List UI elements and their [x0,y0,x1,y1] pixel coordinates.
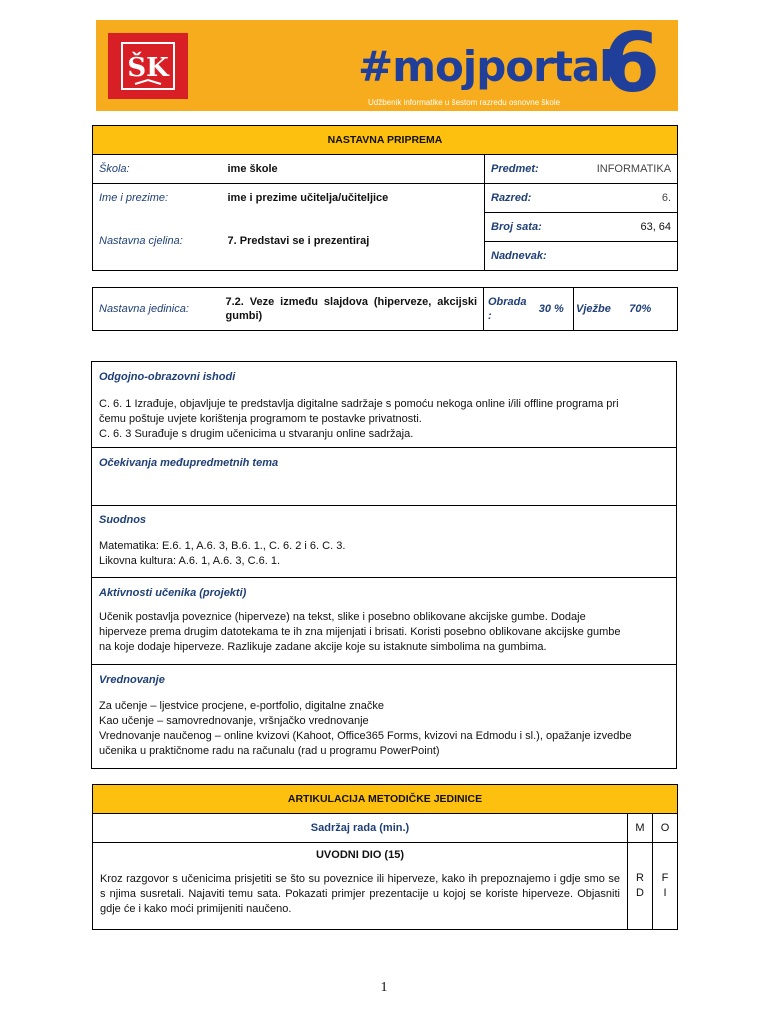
school-label: Škola: [93,155,222,184]
col-m-header: M [628,814,653,843]
intro-o-line-1: F [661,872,669,884]
lesson-value: 7.2. Veze između slajdova (hiperveze, akcijski gumbi) [220,288,484,331]
logo-text: ŠK [127,53,169,83]
brand-subtitle: Udžbenik informatike u šestom razredu osnovne škole [368,98,561,107]
grade-label: Razred: [485,184,574,213]
aktivnosti-title: Aktivnosti učenika (projekti) [99,587,247,599]
section-vrednovanje [91,665,677,769]
school-value: ime škole [222,155,485,184]
lesson-table [92,287,678,331]
brand-number: 6 [602,16,660,111]
lesson-number-value: 63, 64 [574,213,678,242]
subject-value: INFORMATIKA [574,155,678,184]
suodnos-line-2: Likovna kultura: A.6. 1, A.6. 3, C.6. 1. [99,555,280,567]
info-title: NASTAVNA PRIPREMA [93,126,678,155]
unit-value: 7. Predstavi se i prezentiraj [222,213,485,271]
teacher-value: ime i prezime učitelja/učiteljice [222,184,485,213]
lesson-label: Nastavna jedinica: [93,288,220,331]
vjezba-label: Vježbe [574,288,604,331]
vrednovanje-line-2: Kao učenje – samovrednovanje, vršnjačko vrednovanje [99,715,369,727]
info-table [92,125,678,271]
sk-logo-icon [121,42,175,90]
articulation-table [92,784,678,930]
publisher-logo [108,33,188,99]
aktivnosti-line-3: na koje dodaje hiperveze. Razlikuje zadane akcije koje su istaknute simbolima na gumbima. [99,641,547,653]
suodnos-title: Suodnos [99,514,147,526]
intro-m-cell [628,843,653,930]
articulation-title: ARTIKULACIJA METODIČKE JEDINICE [93,785,678,814]
section-ocekivanja [91,448,677,506]
vrednovanje-line-1: Za učenje – ljestvice procjene, e-portfolio, digitalne značke [99,700,384,712]
section-ishodi [91,361,677,448]
unit-label: Nastavna cjelina: [93,213,222,271]
section-aktivnosti [91,578,677,665]
date-label: Nadnevak: [485,242,678,271]
intro-m-line-1: R [636,872,644,884]
ocekivanja-title: Očekivanja međupredmetnih tema [99,457,279,469]
ishodi-line-1: C. 6. 1 Izrađuje, objavljuje te predstavlja digitalne sadržaje s pomoću nekoga online i/ili offline programa pri [99,398,619,410]
vjezba-value: 70% [604,288,678,331]
aktivnosti-line-1: Učenik postavlja poveznice (hiperveze) na tekst, slike i posebno oblikovane akcijske gumbe. Dodaje [99,611,586,623]
intro-o-line-2: I [663,887,667,899]
vrednovanje-line-4: učenika u praktičnome radu na računalu (rad u programu PowerPoint) [99,745,440,757]
section-suodnos [91,506,677,578]
ishodi-line-2: čemu poštuje uvjete korištenja programom te postavke privatnosti. [99,413,422,425]
col-content-header: Sadržaj rada (min.) [93,814,628,843]
intro-o-cell [653,843,678,930]
subject-label: Predmet: [485,155,574,184]
col-o-header: O [653,814,678,843]
brand-title-text: #mojportal [358,42,613,91]
brand-title [356,16,666,111]
intro-text: Kroz razgovor s učenicima prisjetiti se što su poveznice ili hiperveze, kako ih prepoznajemo i gdje smo se s njima susretali. Najaviti temu sata. Pokazati primjer prezentacije u kojoj se koriste hiperveze. Objasniti gdje će i kako moći primijeniti naučeno. [100,873,620,915]
page-number: 1 [380,980,388,995]
ishodi-title: Odgojno-obrazovni ishodi [99,371,236,383]
intro-m-line-2: D [636,887,644,899]
vrednovanje-line-3: Vrednovanje naučenog – online kvizovi (Kahoot, Office365 Forms, kvizovi na Edmodu i sl.), opažanje izvedbe [99,730,632,742]
grade-value: 6. [574,184,678,213]
aktivnosti-line-2: hiperveze prema drugim datotekama te ih zna mijenjati i brisati. Koristi posebno oblikovane akcijske gumbe [99,626,621,638]
lesson-number-label: Broj sata: [485,213,574,242]
intro-title: UVODNI DIO (15) [315,849,404,861]
intro-cell [93,843,628,930]
obrada-value: 30 % [528,288,574,331]
ishodi-line-3: C. 6. 3 Surađuje s drugim učenicima u stvaranju online sadržaja. [99,428,414,440]
teacher-label: Ime i prezime: [93,184,222,213]
vrednovanje-title: Vrednovanje [99,674,165,686]
obrada-label: Obrada : [484,288,528,331]
suodnos-line-1: Matematika: E.6. 1, A.6. 3, B.6. 1., C. 6. 2 i 6. C. 3. [99,540,346,552]
